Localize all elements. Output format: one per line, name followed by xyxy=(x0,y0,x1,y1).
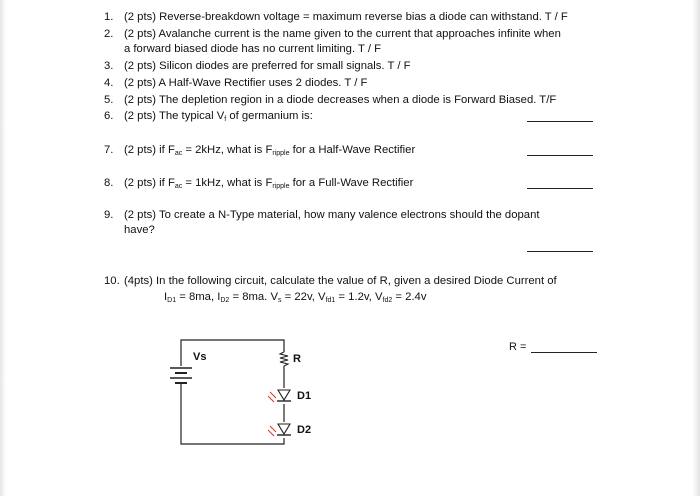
page-edge-left xyxy=(0,0,6,496)
question-text-line2: a forward biased diode has no current limiting. T / F xyxy=(124,43,382,55)
question-number: 10. xyxy=(104,275,120,287)
battery-symbol xyxy=(170,368,192,383)
circuit-diagram xyxy=(150,330,330,450)
question-text: (4pts) In the following circuit, calculate the value of R, given a desired Diode Current of xyxy=(124,275,557,287)
question-text: (2 pts) Silicon diodes are preferred for small signals. T / F xyxy=(124,60,411,72)
question-number: 4. xyxy=(104,77,114,89)
question-number: 8. xyxy=(104,177,114,189)
question-text: (2 pts) if $F_{ac} = 1kHz$, what is $F_{ripple}$ for a Full-Wave Rectifier xyxy=(124,177,414,190)
d1-label: D1 xyxy=(297,390,312,402)
question-number: 9. xyxy=(104,209,114,221)
question-number: 1. xyxy=(104,11,114,23)
question-text: (2 pts) To create a N-Type material, how many valence electrons should the dopant xyxy=(124,209,540,221)
question-number: 6. xyxy=(104,110,114,122)
d2-label: D2 xyxy=(297,424,312,436)
vs-label: Vs xyxy=(193,351,207,363)
answer-blank-7[interactable] xyxy=(527,155,593,156)
question-10-given-values: $I_{D1} = 8ma$, $I_{D2} = 8ma$. $V_s = 22v$, $V_{fd1} = 1.2v$, $V_{fd2} = 2.4v$ xyxy=(164,291,427,304)
page-edge-right xyxy=(692,0,700,496)
bottom-wire xyxy=(181,382,284,444)
question-text: (2 pts) Avalanche current is the name given to the current that approaches infinite when xyxy=(124,28,561,40)
resistor-symbol xyxy=(280,352,288,366)
question-text: (2 pts) Reverse-breakdown voltage = maximum reverse bias a diode can withstand. T / F xyxy=(124,11,568,23)
question-text: (2 pts) if $F_{ac} = 2kHz$, what is $F_{ripple}$ for a Half-Wave Rectifier xyxy=(124,144,416,157)
question-number: 2. xyxy=(104,28,114,40)
question-number: 5. xyxy=(104,94,114,106)
question-number: 7. xyxy=(104,144,114,156)
r-answer-label: R = xyxy=(509,341,527,353)
question-text-line2: have? xyxy=(124,224,155,236)
question-text: (2 pts) A Half-Wave Rectifier uses 2 diodes. T / F xyxy=(124,77,368,89)
diode-d2-symbol xyxy=(268,424,291,436)
r-label: R xyxy=(293,353,301,365)
diode-d1-symbol xyxy=(268,390,291,402)
answer-blank-8[interactable] xyxy=(527,188,593,189)
answer-blank-6[interactable] xyxy=(527,121,593,122)
answer-blank-9[interactable] xyxy=(527,251,593,252)
answer-blank-r[interactable] xyxy=(531,352,597,353)
question-text: (2 pts) The depletion region in a diode decreases when a diode is Forward Biased. T/F xyxy=(124,94,557,106)
question-number: 3. xyxy=(104,60,114,72)
question-text: (2 pts) The typical $V_f$ of germanium is: xyxy=(124,110,313,123)
